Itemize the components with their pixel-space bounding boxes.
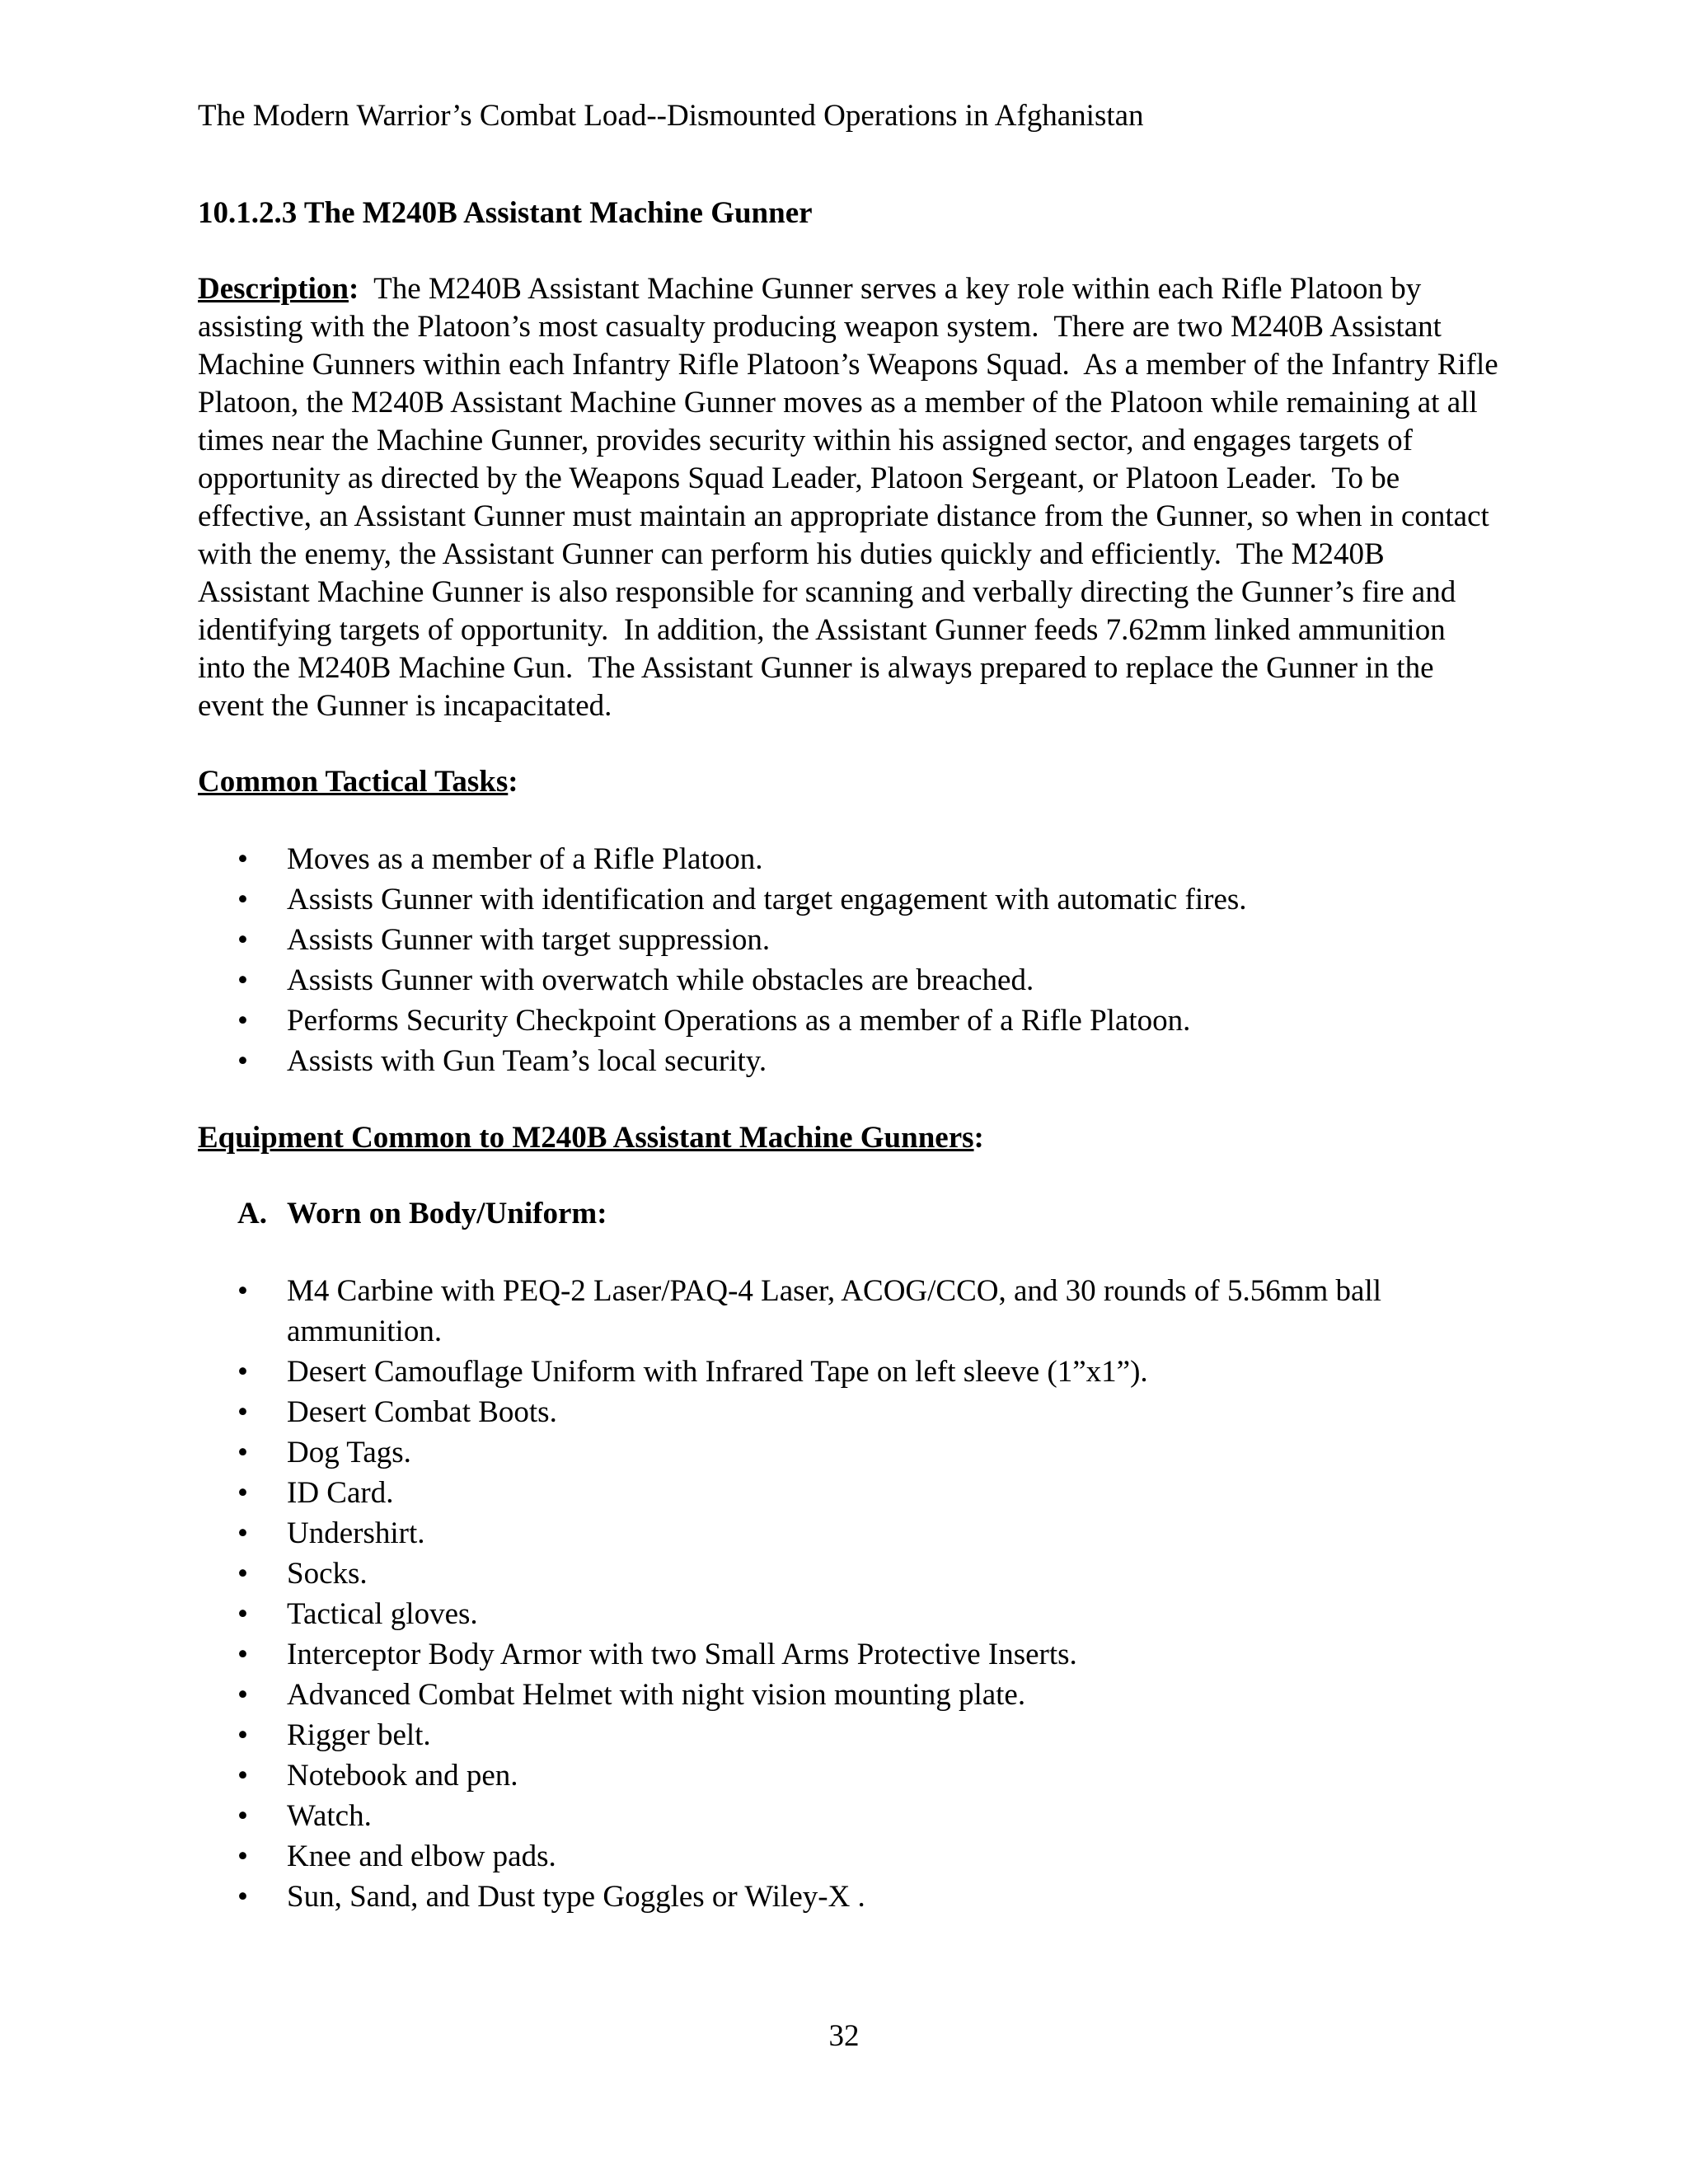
bullet-glyph: •	[237, 1678, 248, 1712]
list-item	[198, 1473, 1500, 1513]
list-item	[198, 879, 1500, 920]
equipment-list	[198, 1271, 1500, 1917]
list-item	[198, 1554, 1500, 1594]
list-item-text: Moves as a member of a Rifle Platoon.	[287, 842, 763, 876]
list-item-text: Sun, Sand, and Dust type Goggles or Wiley-X .	[287, 1880, 865, 1914]
list-item	[198, 1271, 1500, 1352]
tactical-tasks-heading	[198, 763, 1500, 801]
bullet-glyph: •	[237, 1799, 248, 1833]
bullet-glyph: •	[237, 1395, 248, 1429]
document-page	[198, 97, 1506, 1917]
list-item	[198, 839, 1500, 879]
bullet-glyph: •	[237, 1476, 248, 1510]
list-item	[198, 1634, 1500, 1675]
bullet-glyph: •	[237, 1355, 248, 1389]
running-header: The Modern Warrior’s Combat Load--Dismounted Operations in Afghanistan	[198, 99, 1144, 133]
list-item	[198, 1755, 1500, 1796]
list-item-text: Knee and elbow pads.	[287, 1840, 556, 1873]
equipment-heading	[198, 1119, 1500, 1157]
bullet-glyph: •	[237, 1759, 248, 1793]
list-item-text: Rigger belt.	[287, 1718, 431, 1752]
list-item-text: Assists Gunner with identification and target engagement with automatic fires.	[287, 883, 1247, 916]
list-item	[198, 920, 1500, 960]
list-item-text: Assists Gunner with target suppression.	[287, 923, 771, 957]
page-number: 32	[828, 2019, 860, 2053]
description-text: The M240B Assistant Machine Gunner serves a key role within each Rifle Platoon by assisting with the Platoon’s most casualty producing weapon system. There are two M240B Assistant Machine Gunners within each Infantry Rifle Platoon’s Weapons Squad. As a member of the Infantry Rifle Platoon, the M240B Assistant Machine Gunner moves as a member of the Platoon while remaining at all times near the Machine Gunner, provides security within his assigned sector, and engages targets of opportunity as directed by the Weapons Squad Leader, Platoon Sergeant, or Platoon Leader. To be effective, an Assistant Gunner must maintain an appropriate distance from the Gunner, so when in contact with the enemy, the Assistant Gunner can perform his duties quickly and efficiently. The M240B Assistant Machine Gunner is also responsible for scanning and verbally directing the Gunner’s fire and identifying targets of opportunity. In addition, the Assistant Gunner feeds 7.62mm linked ammunition into the M240B Machine Gun. The Assistant Gunner is always prepared to replace the Gunner in the event the Gunner is incapacitated.	[198, 272, 1506, 723]
list-item-text: Notebook and pen.	[287, 1759, 518, 1793]
list-item-text: Assists with Gun Team’s local security.	[287, 1044, 767, 1078]
list-item	[198, 1715, 1500, 1755]
bullet-glyph: •	[237, 1597, 248, 1631]
list-item	[198, 1392, 1500, 1432]
bullet-glyph: •	[237, 1880, 248, 1914]
tactical-tasks-heading-colon: :	[508, 765, 518, 799]
list-item	[198, 1432, 1500, 1473]
bullet-glyph: •	[237, 1274, 248, 1308]
bullet-glyph: •	[237, 1436, 248, 1469]
list-item-text: Interceptor Body Armor with two Small Arms Protective Inserts.	[287, 1638, 1077, 1671]
bullet-glyph: •	[237, 883, 248, 916]
bullet-glyph: •	[237, 1557, 248, 1591]
description-label-colon: :	[348, 272, 359, 306]
list-item	[198, 1352, 1500, 1392]
bullet-glyph: •	[237, 1516, 248, 1550]
bullet-glyph: •	[237, 1638, 248, 1671]
list-item-text: Dog Tags.	[287, 1436, 411, 1469]
list-item	[198, 1877, 1500, 1917]
equipment-heading-text: Equipment Common to M240B Assistant Machine Gunners	[198, 1121, 974, 1155]
list-item-text: M4 Carbine with PEQ-2 Laser/PAQ-4 Laser, ACOG/CCO, and 30 rounds of 5.56mm ball ammunition.	[287, 1274, 1382, 1348]
tactical-tasks-list	[198, 839, 1500, 1081]
list-item-text: ID Card.	[287, 1476, 394, 1510]
bullet-glyph: •	[237, 1840, 248, 1873]
list-item	[198, 1796, 1500, 1836]
list-item-text: Advanced Combat Helmet with night vision mounting plate.	[287, 1678, 1026, 1712]
subsection-letter: A.	[237, 1197, 267, 1230]
list-item-text: Desert Camouflage Uniform with Infrared Tape on left sleeve (1”x1”).	[287, 1355, 1148, 1389]
list-item	[198, 1513, 1500, 1554]
section-heading: 10.1.2.3 The M240B Assistant Machine Gunner	[198, 196, 813, 230]
list-item	[198, 1041, 1500, 1081]
list-item-text: Tactical gloves.	[287, 1597, 478, 1631]
list-item	[198, 1594, 1500, 1634]
bullet-glyph: •	[237, 1004, 248, 1038]
description-paragraph	[198, 270, 1506, 725]
list-item-text: Performs Security Checkpoint Operations as a member of a Rifle Platoon.	[287, 1004, 1191, 1038]
list-item	[198, 1836, 1500, 1877]
worn-on-body-heading	[237, 1195, 1500, 1233]
description-label-text: Description	[198, 272, 349, 306]
bullet-glyph: •	[237, 923, 248, 957]
bullet-glyph: •	[237, 1718, 248, 1752]
equipment-heading-colon: :	[973, 1121, 984, 1155]
list-item-text: Undershirt.	[287, 1516, 425, 1550]
tactical-tasks-heading-text: Common Tactical Tasks	[198, 765, 509, 799]
bullet-glyph: •	[237, 963, 248, 997]
list-item	[198, 960, 1500, 1001]
list-item-text: Desert Combat Boots.	[287, 1395, 557, 1429]
list-item	[198, 1001, 1500, 1041]
description-label	[198, 272, 359, 306]
bullet-glyph: •	[237, 842, 248, 876]
subsection-label: Worn on Body/Uniform:	[287, 1197, 607, 1230]
list-item	[198, 1675, 1500, 1715]
list-item-text: Watch.	[287, 1799, 372, 1833]
bullet-glyph: •	[237, 1044, 248, 1078]
list-item-text: Assists Gunner with overwatch while obstacles are breached.	[287, 963, 1034, 997]
list-item-text: Socks.	[287, 1557, 368, 1591]
